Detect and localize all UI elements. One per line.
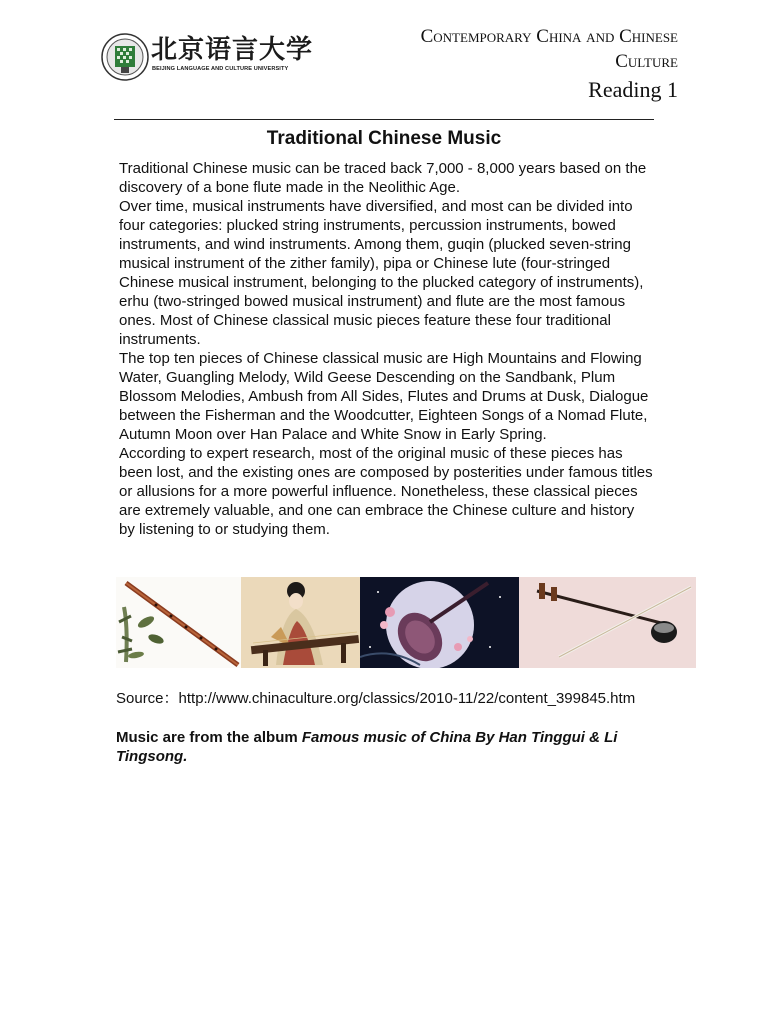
university-seal-icon <box>101 33 149 81</box>
course-header <box>338 24 678 104</box>
course-title-line1: Contemporary China and Chinese <box>420 26 678 47</box>
album-note <box>116 728 656 766</box>
paragraph: The top ten pieces of Chinese classical music are High Mountains and Flowing Water, Guangling Melody, Wild Geese Descending on the Sandbank, Plum Blossom Melodies, Ambush from All Sides, Flutes and Drums at Dusk, Dialogue between the Fisherman and the Woodcutter, Eighteen Songs of a Nomad Flute, Autumn Moon over Han Palace and White Snow in Early Spring. <box>119 350 649 443</box>
guqin-painting <box>241 577 360 668</box>
album-title: Famous music of China By Han Tinggui & Li Tingsong. <box>116 729 618 765</box>
source-citation: Source：http://www.chinaculture.org/classics/2010-11/22/content_399845.htm <box>116 690 636 707</box>
university-name-chinese: 北京语言大学 <box>151 35 314 65</box>
instrument-photo-strip <box>116 577 696 668</box>
pipa-moon-photo <box>360 577 519 668</box>
university-logo <box>101 33 314 81</box>
reading-label: Reading 1 <box>588 77 678 102</box>
paragraph: According to expert research, most of the original music of these pieces has been lost, and the existing ones are composed by posterities under famous titles or allusions for a more powerful influence. Nonetheless, these classical pieces are extremely valuable, and one can embrace the Chinese culture and history by listening to or studying them. <box>119 445 653 538</box>
document-title: Traditional Chinese Music <box>266 128 502 149</box>
paragraph: Over time, musical instruments have diversified, and most can be divided into four categories: plucked string instruments, percussion instruments, bowed instruments, and wind instruments. Among them, guqin (plucked seven-string musical instrument of the zither family), pipa or Chinese lute (four-stringed Chinese musical instrument, belonging to the plucked category of instruments), erhu (two-stringed bowed musical instrument) and flute are the most famous ones. Most of Chinese classical music pieces feature these four traditional instruments. <box>119 198 644 348</box>
erhu-photo <box>519 577 696 668</box>
course-title-line2: Culture <box>615 51 678 72</box>
album-note-prefix: Music are from the album <box>116 729 302 746</box>
paragraph: Traditional Chinese music can be traced back 7,000 - 8,000 years based on the discovery of a bone flute made in the Neolithic Age. <box>119 160 647 196</box>
header-divider <box>114 119 654 120</box>
university-name-english: BEIJING LANGUAGE AND CULTURE UNIVERSITY <box>152 66 289 72</box>
flute-photo <box>116 577 241 668</box>
article-body <box>119 159 654 539</box>
